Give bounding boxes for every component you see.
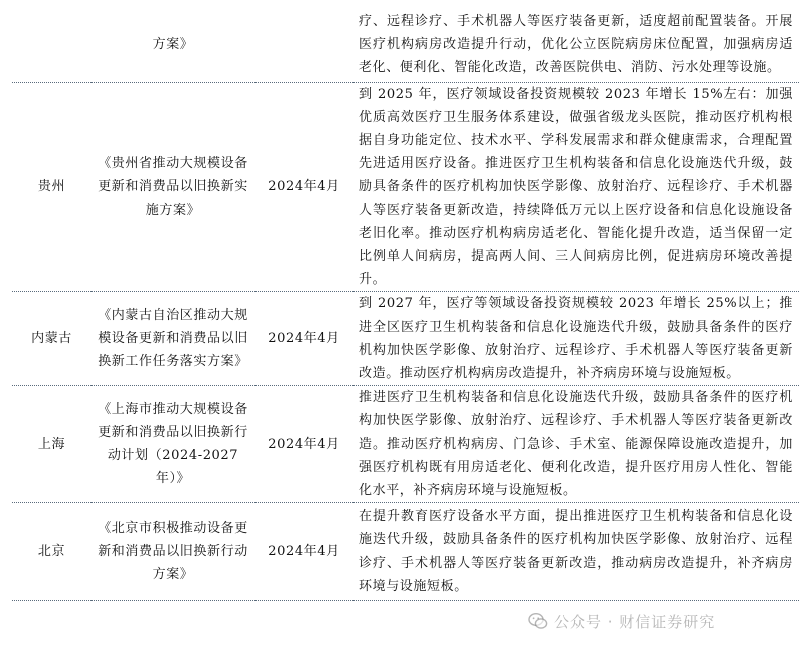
date-cell: 2024年4月 <box>255 292 353 386</box>
region-cell: 内蒙古 <box>12 292 91 386</box>
date-cell: 2024年4月 <box>255 386 353 503</box>
policy-title-cell: 方案》 <box>91 8 255 82</box>
date-cell <box>255 8 353 82</box>
table-row <box>12 292 799 386</box>
table-row <box>12 503 799 601</box>
table-row <box>12 82 799 292</box>
policy-table <box>12 8 799 601</box>
policy-title-cell: 《上海市推动大规模设备更新和消费品以旧换新行动计划（2024-2027年）》 <box>91 386 255 503</box>
policy-content-cell: 到 2025 年，医疗领域设备投资规模较 2023 年增长 15%左右：加强优质高效医疗卫生服务体系建设，做强省级龙头医院，推动医疗机构根据自身功能定位、技术水平、学科发展需求和群众健康需求，合理配置先进适用医疗设备。推进医疗卫生机构装备和信息化设施迭代升级，鼓励具备条件的医疗机构加快医学影像、放射治疗、远程诊疗、手术机器人等医疗装备更新改造，持续降低万元以上医疗设备和信息化设施设备老旧化率。推动医疗机构病房适老化、智能化提升改造，适当保留一定比例单人间病房，提高两人间、三人间病房比例，促进病房环境改善提升。 <box>353 82 799 292</box>
watermark-text: 公众号 · 财信证券研究 <box>554 612 716 631</box>
wechat-icon <box>528 611 548 631</box>
table-row <box>12 8 799 82</box>
watermark <box>528 611 715 631</box>
policy-title-cell: 《北京市积极推动设备更新和消费品以旧换新行动方案》 <box>91 503 255 601</box>
policy-content-cell: 推进医疗卫生机构装备和信息化设施迭代升级，鼓励具备条件的医疗机构加快医学影像、放射治疗、远程诊疗、手术机器人等医疗装备更新改造。推动医疗机构病房、门急诊、手术室、能源保障设施改造提升，加强医疗机构既有用房适老化、便利化改造，提升医疗用房人性化、智能化水平，补齐病房环境与设施短板。 <box>353 386 799 503</box>
table-row <box>12 386 799 503</box>
policy-title-cell: 《内蒙古自治区推动大规模设备更新和消费品以旧换新工作任务落实方案》 <box>91 292 255 386</box>
region-cell: 北京 <box>12 503 91 601</box>
region-cell: 贵州 <box>12 82 91 292</box>
date-cell: 2024年4月 <box>255 503 353 601</box>
policy-content-cell: 在提升教育医疗设备水平方面，提出推进医疗卫生机构装备和信息化设施迭代升级，鼓励具备条件的医疗机构加快医学影像、放射治疗、远程诊疗、手术机器人等医疗装备更新改造，推动病房改造提升，补齐病房环境与设施短板。 <box>353 503 799 601</box>
region-cell: 上海 <box>12 386 91 503</box>
date-cell: 2024年4月 <box>255 82 353 292</box>
policy-content-cell: 到 2027 年，医疗等领域设备投资规模较 2023 年增长 25%以上；推进全区医疗卫生机构装备和信息化设施迭代升级，鼓励具备条件的医疗机构加快医学影像、放射治疗、远程诊疗、手术机器人等医疗装备更新改造。推动医疗机构病房改造提升，补齐病房环境与设施短板。 <box>353 292 799 386</box>
region-cell <box>12 8 91 82</box>
policy-title-cell: 《贵州省推动大规模设备更新和消费品以旧换新实施方案》 <box>91 82 255 292</box>
policy-content-cell: 疗、远程诊疗、手术机器人等医疗装备更新，适度超前配置装备。开展医疗机构病房改造提升行动，优化公立医院病房床位配置，加强病房适老化、便利化、智能化改造，改善医院供电、消防、污水处理等设施。 <box>353 8 799 82</box>
